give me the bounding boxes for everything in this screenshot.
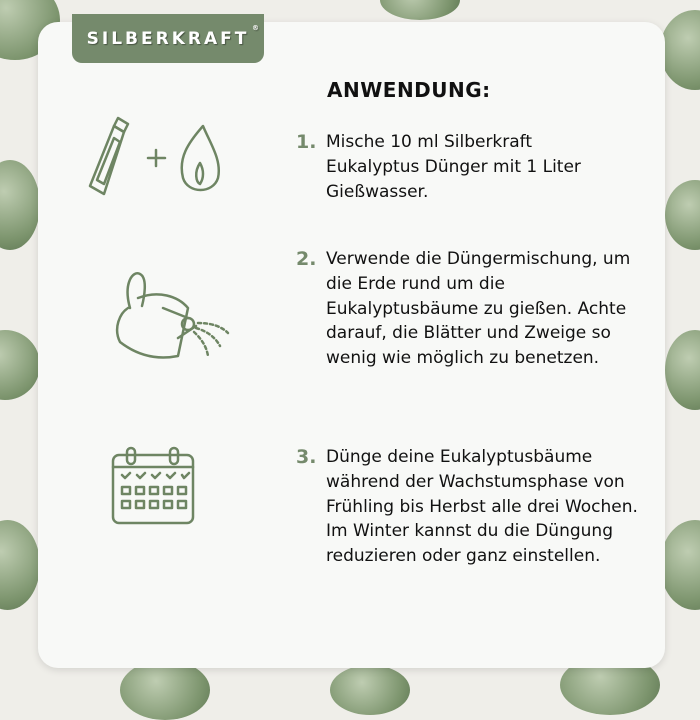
step-number: 3.: [296, 446, 317, 468]
step-number: 1.: [296, 131, 317, 153]
bottle-plus-drop-icon: [88, 108, 238, 198]
page-title: ANWENDUNG:: [327, 78, 491, 102]
step-number: 2.: [296, 248, 317, 270]
step-text: Mische 10 ml Silberkraft Eukalyptus Dünger mit 1 Liter Gießwasser.: [326, 132, 581, 202]
watering-can-icon: [108, 268, 238, 368]
step-1: [296, 130, 656, 204]
registered-mark: ®: [252, 24, 259, 32]
step-2: [296, 247, 656, 371]
step-text: Verwende die Düngermischung, um die Erde rund um die Eukalyptusbäume zu gießen. Achte darauf, die Blätter und Zweige so wenig wie möglich zu benetzen.: [326, 249, 631, 369]
step-3: [296, 445, 656, 569]
calendar-icon: [110, 445, 200, 525]
brand-name: SILBERKRAFT: [86, 28, 250, 49]
brand-logo: [72, 14, 264, 63]
step-text: Dünge deine Eukalyptusbäume während der Wachstumsphase von Frühling bis Herbst alle drei Wochen. Im Winter kannst du die Düngung reduzieren oder ganz einstellen.: [326, 447, 638, 567]
